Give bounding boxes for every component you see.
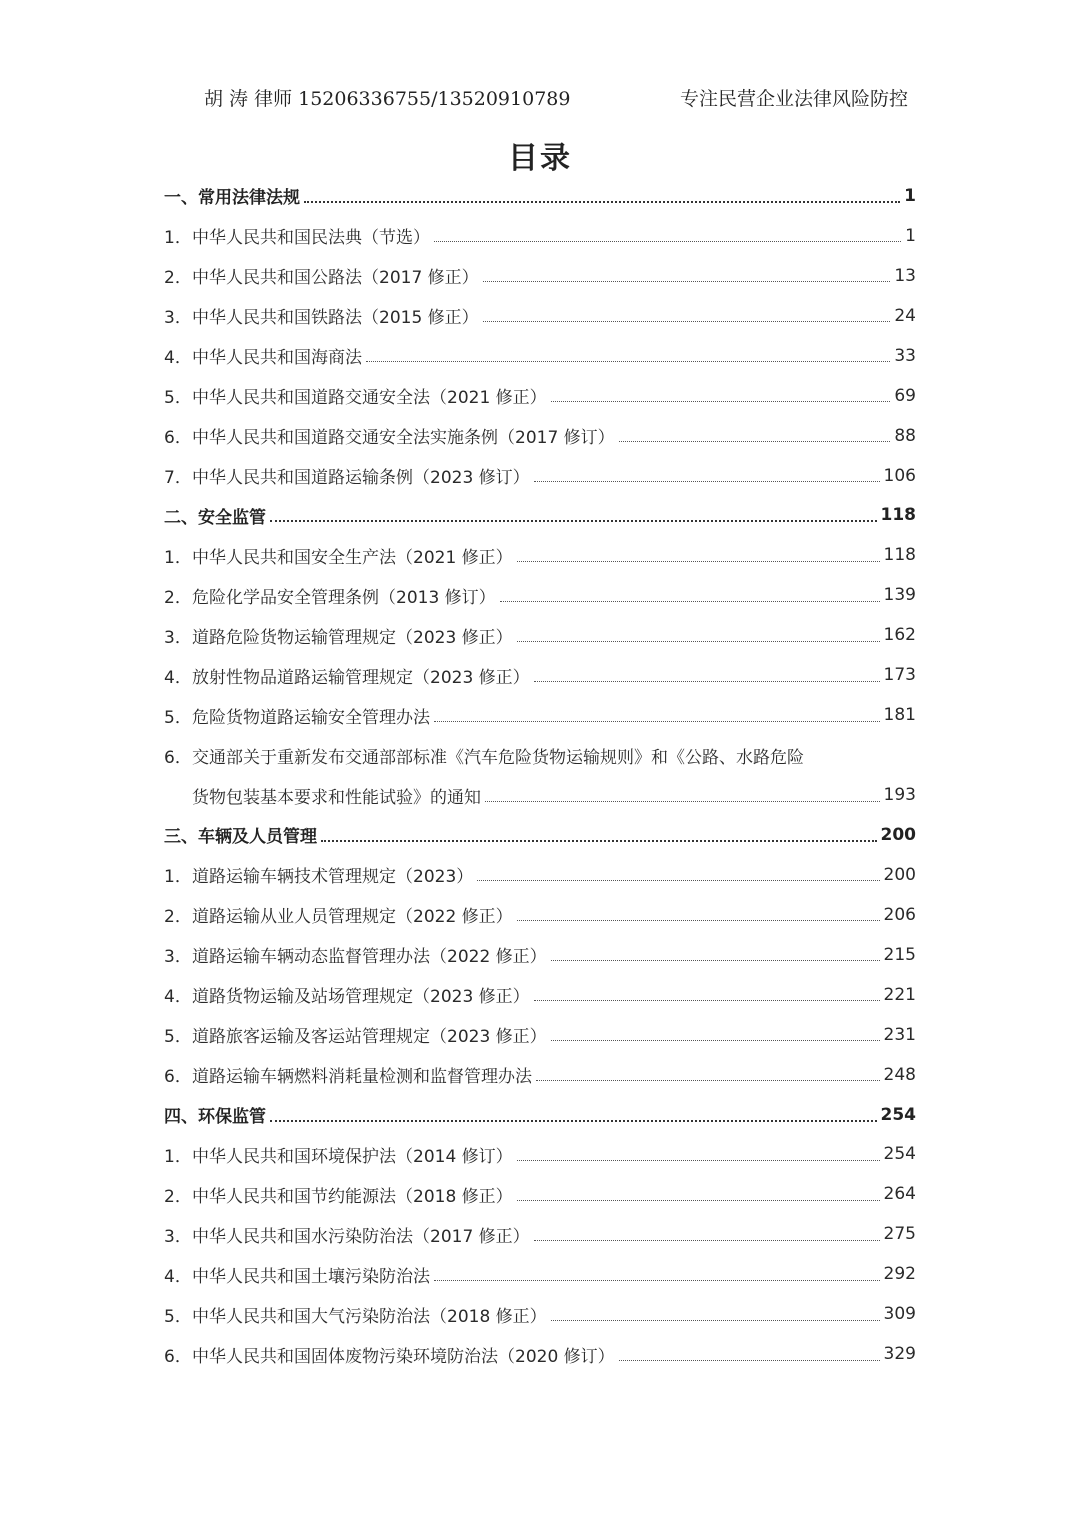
- toc-item-row[interactable]: [164, 1015, 916, 1055]
- toc-item-number: 3．: [164, 947, 192, 968]
- toc-page-number: 106: [883, 465, 916, 486]
- dot-leader: [619, 1360, 880, 1361]
- toc-entry-label: 中华人民共和国安全生产法（2021 修正）: [192, 547, 513, 568]
- toc-entry-label: 中华人民共和国铁路法（2015 修正）: [192, 308, 479, 329]
- toc-page-number: 118: [880, 505, 916, 526]
- toc-item-number: 1．: [164, 867, 192, 888]
- toc-item-row[interactable]: [164, 855, 916, 895]
- toc-item-number: 2．: [164, 587, 192, 608]
- toc-entry-label: 四、环保监管: [164, 1107, 266, 1128]
- toc-page-number: 309: [883, 1304, 916, 1325]
- dot-leader: [534, 681, 880, 682]
- toc-entry-label: 放射性物品道路运输管理规定（2023 修正）: [192, 667, 530, 688]
- toc-page-number: 215: [883, 944, 916, 965]
- dot-leader: [517, 1200, 880, 1201]
- toc-page-number: 221: [883, 984, 916, 1005]
- toc-page-number: 193: [883, 785, 916, 806]
- toc-entry-label: 中华人民共和国道路运输条例（2023 修订）: [192, 468, 530, 489]
- toc-entry-label: 道路危险货物运输管理规定（2023 修正）: [192, 627, 513, 648]
- toc-page-number: 33: [894, 345, 916, 366]
- toc-page-number: 118: [883, 545, 916, 566]
- toc-page-number: 254: [880, 1104, 916, 1125]
- toc-entry-label: 中华人民共和国道路交通安全法（2021 修正）: [192, 388, 547, 409]
- dot-leader: [517, 1160, 880, 1161]
- toc-page-number: 88: [894, 425, 916, 446]
- toc-entry-label: 一、常用法律法规: [164, 188, 300, 209]
- toc-item-number: 2．: [164, 1186, 192, 1207]
- toc-entry-label: 道路旅客运输及客运站管理规定（2023 修正）: [192, 1027, 547, 1048]
- toc-item-number: 4．: [164, 667, 192, 688]
- dot-leader: [434, 241, 901, 242]
- toc-page-number: 254: [883, 1144, 916, 1165]
- toc-entry-label: 中华人民共和国大气污染防治法（2018 修正）: [192, 1306, 547, 1327]
- page-title: 目录: [508, 141, 572, 176]
- toc-item-number: 5．: [164, 707, 192, 728]
- dot-leader: [434, 1280, 880, 1281]
- table-of-contents: [164, 176, 916, 1374]
- toc-page-number: 206: [883, 904, 916, 925]
- toc-page-number: 248: [883, 1064, 916, 1085]
- toc-entry-label: 二、安全监管: [164, 507, 266, 528]
- toc-entry-label: 道路运输从业人员管理规定（2022 修正）: [192, 907, 513, 928]
- dot-leader: [619, 441, 891, 442]
- toc-item-row[interactable]: [164, 975, 916, 1015]
- dot-leader: [366, 361, 890, 362]
- dot-leader: [517, 641, 880, 642]
- dot-leader: [551, 1040, 880, 1041]
- dot-leader: [477, 880, 879, 881]
- toc-item-number: 4．: [164, 348, 192, 369]
- toc-item-number: 7．: [164, 468, 192, 489]
- toc-item-row[interactable]: [164, 535, 916, 575]
- toc-section-row[interactable]: [164, 496, 916, 536]
- toc-entry-label: 货物包装基本要求和性能试验》的通知: [192, 787, 481, 808]
- toc-entry-label: 中华人民共和国民法典（节选）: [192, 228, 430, 249]
- toc-item-row[interactable]: [164, 935, 916, 975]
- toc-item-row[interactable]: [164, 655, 916, 695]
- toc-page-number: 162: [883, 625, 916, 646]
- dot-leader: [270, 520, 877, 522]
- toc-item-number: 2．: [164, 907, 192, 928]
- toc-item-row[interactable]: [164, 256, 916, 296]
- toc-item-row[interactable]: [164, 1254, 916, 1294]
- dot-leader: [270, 1120, 877, 1122]
- toc-page-number: 1: [904, 185, 916, 206]
- dot-leader: [485, 801, 880, 802]
- header-author-contact: 胡 涛 律师 15206336755/13520910789: [204, 88, 571, 110]
- toc-entry-label: 中华人民共和国固体废物污染环境防治法（2020 修订）: [192, 1346, 615, 1367]
- toc-entry-label: 三、车辆及人员管理: [164, 827, 317, 848]
- dot-leader: [551, 960, 880, 961]
- toc-item-number: 3．: [164, 627, 192, 648]
- dot-leader: [551, 401, 891, 402]
- page-header: [204, 84, 908, 111]
- toc-item-row[interactable]: [164, 1334, 916, 1374]
- dot-leader: [536, 1080, 880, 1081]
- toc-page-number: 1: [905, 225, 916, 246]
- toc-entry-label: 道路运输车辆动态监督管理办法（2022 修正）: [192, 947, 547, 968]
- dot-leader: [483, 321, 891, 322]
- toc-item-row[interactable]: [164, 1294, 916, 1334]
- toc-page-number: 13: [894, 265, 916, 286]
- toc-item-number: 1．: [164, 1146, 192, 1167]
- toc-entry-label: 道路运输车辆技术管理规定（2023）: [192, 867, 474, 888]
- toc-item-row[interactable]: [164, 336, 916, 376]
- toc-entry-label: 中华人民共和国土壤污染防治法: [192, 1266, 430, 1287]
- toc-entry-label: 中华人民共和国环境保护法（2014 修订）: [192, 1146, 513, 1167]
- toc-item-number: 3．: [164, 308, 192, 329]
- toc-page-number: 24: [894, 305, 916, 326]
- toc-entry-label: 危险货物道路运输安全管理办法: [192, 707, 430, 728]
- toc-item-number: 5．: [164, 388, 192, 409]
- toc-page-number: 231: [883, 1024, 916, 1045]
- header-slogan: 专注民营企业法律风险防控: [679, 88, 908, 110]
- toc-page-number: 275: [883, 1224, 916, 1245]
- toc-page-number: 173: [883, 665, 916, 686]
- toc-page-number: 329: [883, 1344, 916, 1365]
- toc-item-number: 6．: [164, 1346, 192, 1367]
- toc-item-row[interactable]: [164, 615, 916, 655]
- toc-item-number: 6．: [164, 428, 192, 449]
- toc-item-row[interactable]: [164, 1214, 916, 1254]
- toc-item-number: 3．: [164, 1226, 192, 1247]
- toc-section-row[interactable]: [164, 176, 916, 216]
- toc-item-number: 5．: [164, 1027, 192, 1048]
- toc-item-row[interactable]: [164, 1055, 916, 1095]
- toc-section-row[interactable]: [164, 815, 916, 855]
- toc-entry-label: 中华人民共和国水污染防治法（2017 修正）: [192, 1226, 530, 1247]
- toc-page-number: 181: [883, 705, 916, 726]
- dot-leader: [517, 561, 880, 562]
- toc-item-row[interactable]: [164, 695, 916, 735]
- toc-entry-label: 中华人民共和国道路交通安全法实施条例（2017 修订）: [192, 428, 615, 449]
- toc-item-row[interactable]: [164, 416, 916, 456]
- toc-page-number: 292: [883, 1264, 916, 1285]
- toc-entry-label: 道路运输车辆燃料消耗量检测和监督管理办法: [192, 1067, 532, 1088]
- toc-item-row[interactable]: [164, 376, 916, 416]
- toc-item-row[interactable]: [164, 456, 916, 496]
- toc-entry-label: 中华人民共和国海商法: [192, 348, 362, 369]
- toc-item-number: 5．: [164, 1306, 192, 1327]
- toc-page-number: 200: [883, 864, 916, 885]
- dot-leader: [500, 601, 880, 602]
- toc-item-number: 2．: [164, 268, 192, 289]
- toc-item-row[interactable]: [164, 735, 916, 775]
- toc-item-row[interactable]: [164, 1135, 916, 1175]
- toc-item-row[interactable]: [164, 575, 916, 615]
- dot-leader: [534, 1240, 880, 1241]
- toc-item-number: 6．: [164, 747, 192, 768]
- dot-leader: [534, 481, 880, 482]
- toc-item-number: 4．: [164, 987, 192, 1008]
- toc-entry-label: 危险化学品安全管理条例（2013 修订）: [192, 587, 496, 608]
- toc-item-row[interactable]: [164, 1174, 916, 1214]
- toc-page-number: 69: [894, 385, 916, 406]
- toc-page-number: 200: [880, 824, 916, 845]
- toc-section-row[interactable]: [164, 1095, 916, 1135]
- toc-entry-label: 交通部关于重新发布交通部部标准《汽车危险货物运输规则》和《公路、水路危险: [192, 747, 804, 768]
- toc-entry-label: 中华人民共和国公路法（2017 修正）: [192, 268, 479, 289]
- dot-leader: [304, 201, 900, 203]
- dot-leader: [534, 1000, 880, 1001]
- toc-entry-label: 中华人民共和国节约能源法（2018 修正）: [192, 1186, 513, 1207]
- toc-item-number: 1．: [164, 228, 192, 249]
- toc-item-number: 4．: [164, 1266, 192, 1287]
- toc-page-number: 264: [883, 1184, 916, 1205]
- toc-item-row[interactable]: [164, 895, 916, 935]
- dot-leader: [551, 1320, 880, 1321]
- toc-item-row[interactable]: [164, 296, 916, 336]
- dot-leader: [483, 281, 891, 282]
- toc-page-number: 139: [883, 585, 916, 606]
- toc-item-number: 1．: [164, 547, 192, 568]
- toc-item-row[interactable]: [164, 216, 916, 256]
- toc-item-row[interactable]: [164, 775, 916, 815]
- dot-leader: [434, 721, 880, 722]
- dot-leader: [321, 840, 877, 842]
- toc-item-number: 6．: [164, 1067, 192, 1088]
- toc-entry-label: 道路货物运输及站场管理规定（2023 修正）: [192, 987, 530, 1008]
- dot-leader: [517, 920, 880, 921]
